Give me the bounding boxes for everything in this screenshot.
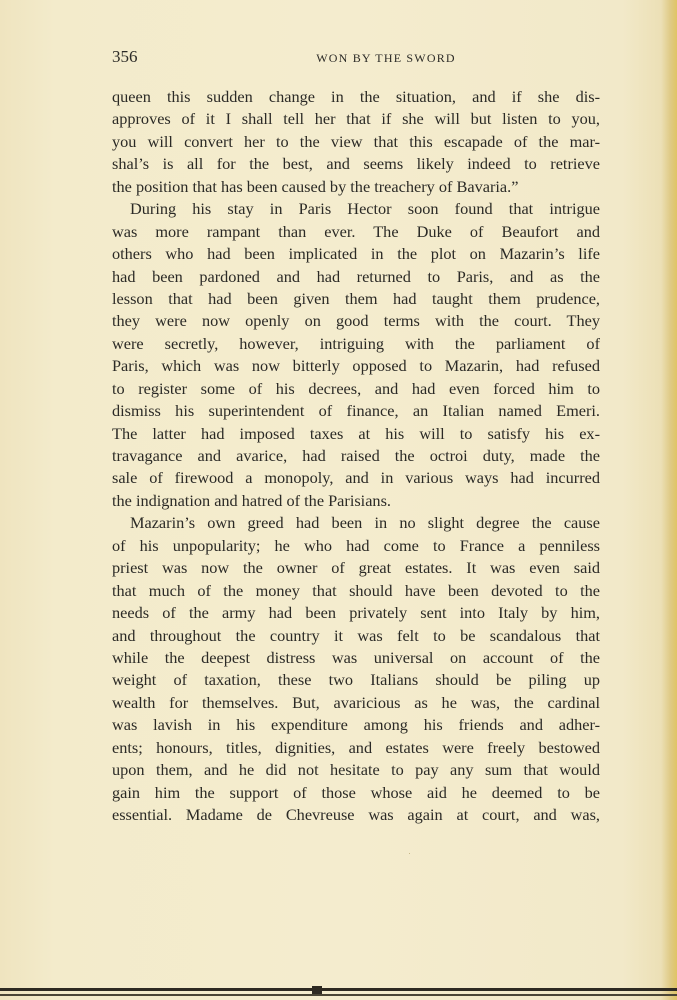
text-line: needs of the army had been privately sent into Italy by him, xyxy=(112,603,600,623)
text-line: others who had been implicated in the plot on Mazarin’s life xyxy=(112,244,600,264)
text-line: the indignation and hatred of the Parisians. xyxy=(112,490,391,510)
text-line: The latter had imposed taxes at his will to satisfy his ex- xyxy=(112,423,600,443)
text-line: wealth for themselves. But, avaricious as he was, the cardinal xyxy=(112,692,600,712)
page-header xyxy=(112,47,600,71)
text-line: Paris, which was now bitterly opposed to Mazarin, had refused xyxy=(112,356,600,376)
text-line: the position that has been caused by the treachery of Bavaria.” xyxy=(112,176,519,196)
text-line: were secretly, however, intriguing with the parliament of xyxy=(112,333,600,353)
text-line: had been pardoned and had returned to Paris, and as the xyxy=(112,266,600,286)
text-line: shal’s is all for the best, and seems likely indeed to retrieve xyxy=(112,154,600,174)
text-line: priest was now the owner of great estates. It was even said xyxy=(112,558,600,578)
text-line: you will convert her to the view that this escapade of the mar- xyxy=(112,131,600,151)
text-line: they were now openly on good terms with the court. They xyxy=(112,311,600,331)
text-line: sale of firewood a monopoly, and in various ways had incurred xyxy=(112,468,600,488)
text-line: approves of it I shall tell her that if she will but listen to you, xyxy=(112,109,600,129)
bottom-border-line xyxy=(0,994,677,996)
text-line: Mazarin’s own greed had been in no slight degree the cause xyxy=(130,513,600,533)
text-line: ents; honours, titles, dignities, and estates were freely bestowed xyxy=(112,737,600,757)
text-line: and throughout the country it was felt to be scandalous that xyxy=(112,625,600,645)
text-line: was more rampant than ever. The Duke of Beaufort and xyxy=(112,221,600,241)
bottom-border-line xyxy=(0,988,677,991)
text-line: travagance and avarice, had raised the octroi duty, made the xyxy=(112,446,600,465)
body-text xyxy=(112,86,600,826)
text-line: essential. Madame de Chevreuse was again at court, and was, xyxy=(112,805,600,824)
text-line: lesson that had been given them had taught them prudence, xyxy=(112,288,600,308)
text-line: that much of the money that should have been devoted to the xyxy=(112,580,600,600)
text-line: gain him the support of those whose aid he deemed to be xyxy=(112,782,600,802)
text-line: to register some of his decrees, and had even forced him to xyxy=(112,378,600,398)
text-line: upon them, and he did not hesitate to pay any sum that would xyxy=(112,760,600,780)
page-edge-shading xyxy=(661,0,677,1000)
text-line: of his unpopularity; he who had come to France a penniless xyxy=(112,535,600,555)
text-line: was lavish in his expenditure among his friends and adher- xyxy=(112,715,600,735)
page-number: 356 xyxy=(112,47,138,66)
text-line: weight of taxation, these two Italians should be piling up xyxy=(112,670,600,690)
running-title: WON BY THE SWORD xyxy=(316,51,456,65)
text-line: During his stay in Paris Hector soon found that intrigue xyxy=(130,199,600,219)
paper-speck xyxy=(409,853,410,854)
text-line: queen this sudden change in the situation, and if she dis- xyxy=(112,87,600,106)
text-line: while the deepest distress was universal on account of the xyxy=(112,647,600,667)
text-line: dismiss his superintendent of finance, an Italian named Emeri. xyxy=(112,401,600,421)
